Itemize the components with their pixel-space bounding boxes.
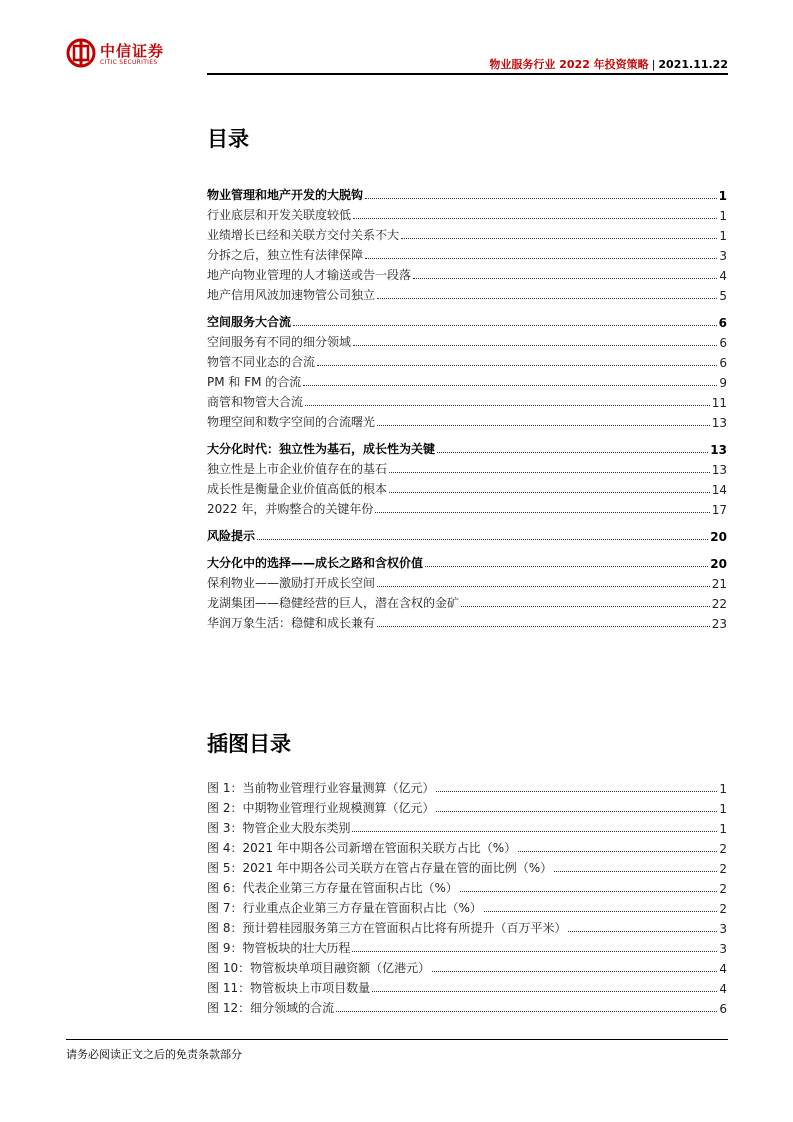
toc-entry-page: 17 [711,503,727,517]
toc-entry-text: PM 和 FM 的合流 [207,375,302,389]
figure-entry[interactable] [207,876,727,896]
figure-entry[interactable] [207,996,727,1016]
figure-entry-page: 1 [719,782,727,796]
toc-entry-page: 6 [719,356,727,370]
toc-entry[interactable] [207,370,727,390]
toc-entry[interactable] [207,390,727,410]
figure-entry[interactable] [207,796,727,816]
dot-leader [425,566,708,567]
toc-entry[interactable] [207,203,727,223]
toc-entry-page: 13 [711,463,727,477]
toc-entry[interactable] [207,350,727,370]
toc-entry-page: 1 [719,209,727,223]
dot-leader [437,452,708,453]
toc-entry-text: 分拆之后，独立性有法律保障 [207,248,364,262]
footer-disclaimer: 请务必阅读正文之后的免责条款部分 [66,1048,242,1061]
figure-entry[interactable] [207,976,727,996]
dot-leader [305,405,710,406]
toc-entry-text: 龙湖集团——稳健经营的巨人，潜在含权的金矿 [207,596,460,610]
dot-leader [413,278,717,279]
figure-entry-page: 6 [719,1002,727,1016]
figure-entry-text: 图 11：物管板块上市项目数量 [207,981,371,995]
toc-entry[interactable] [207,263,727,283]
dot-leader [461,606,710,607]
toc-entry-page: 6 [719,336,727,350]
dot-leader [484,911,718,912]
toc-entry-text: 业绩增长已经和关联方交付关系不大 [207,228,400,242]
dot-leader [377,425,710,426]
logo-english-name: CITIC SECURITIES [100,59,158,66]
toc-entry-text: 大分化时代：独立性为基石，成长性为关键 [207,442,436,456]
dot-leader [317,365,717,366]
toc-entry[interactable] [207,611,727,631]
table-of-contents [207,183,727,631]
toc-entry-text: 2022 年，并购整合的关键年份 [207,502,374,516]
toc-entry-page: 4 [719,269,727,283]
dot-leader [257,539,708,540]
dot-leader [401,238,717,239]
toc-entry-text: 地产向物业管理的人才输送或告一段落 [207,268,412,282]
figure-entry-text: 图 9：物管板块的壮大历程 [207,941,351,955]
dot-leader [389,492,710,493]
figure-entry[interactable] [207,856,727,876]
toc-entry-page: 22 [711,597,727,611]
dot-leader [352,951,717,952]
toc-entry-page: 5 [719,289,727,303]
report-title: 物业服务行业 2022 年投资策略 [489,58,649,71]
toc-entry-page: 11 [711,396,727,410]
figure-entry[interactable] [207,816,727,836]
toc-entry-page: 23 [711,617,727,631]
figure-entry-page: 2 [719,902,727,916]
toc-entry[interactable] [207,477,727,497]
dot-leader [554,871,717,872]
figure-entry-text: 图 4：2021 年中期各公司新增在管面积关联方占比（%） [207,841,517,855]
dot-leader [303,385,717,386]
dot-leader [377,626,710,627]
figure-entry-text: 图 10：物管板块单项目融资额（亿港元） [207,961,431,975]
toc-entry-text: 空间服务有不同的细分领域 [207,335,352,349]
toc-entry-page: 13 [710,443,727,457]
toc-entry-text: 大分化中的选择——成长之路和含权价值 [207,556,424,570]
figure-entry-text: 图 8：预计碧桂园服务第三方在管面积占比将有所提升（百万平米） [207,921,567,935]
toc-entry-text: 成长性是衡量企业价值高低的根本 [207,482,388,496]
dot-leader [436,791,717,792]
figure-entry-text: 图 1：当前物业管理行业容量测算（亿元） [207,781,435,795]
toc-entry-text: 物业管理和地产开发的大脱钩 [207,188,364,202]
toc-entry[interactable] [207,223,727,243]
figure-entry-page: 3 [719,942,727,956]
dot-leader [372,991,717,992]
dot-leader [518,851,717,852]
toc-entry[interactable] [207,243,727,263]
dot-leader [460,891,718,892]
dot-leader [352,831,717,832]
dot-leader [377,298,717,299]
toc-entry[interactable] [207,330,727,350]
toc-entry-page: 6 [718,316,727,330]
toc-entry[interactable] [207,457,727,477]
toc-entry[interactable] [207,437,727,457]
citic-logo-icon [66,38,96,68]
figure-entry-text: 图 3：物管企业大股东类别 [207,821,351,835]
toc-entry-page: 20 [710,557,727,571]
figures-title: 插图目录 [207,732,291,756]
dot-leader [389,472,710,473]
toc-entry-text: 地产信用风波加速物管公司独立 [207,288,376,302]
figure-entry-page: 2 [719,882,727,896]
toc-entry-page: 20 [710,530,727,544]
figure-entry-text: 图 2：中期物业管理行业规模测算（亿元） [207,801,435,815]
figure-entry[interactable] [207,936,727,956]
dot-leader [353,345,717,346]
toc-entry-text: 商管和物管大合流 [207,395,304,409]
toc-entry-text: 行业底层和开发关联度较低 [207,208,352,222]
dot-leader [293,325,717,326]
citic-logo [66,38,176,72]
toc-entry[interactable] [207,571,727,591]
figure-entry[interactable] [207,896,727,916]
figure-entry[interactable] [207,956,727,976]
page-header [0,0,793,80]
dot-leader [365,198,717,199]
figure-entry[interactable] [207,916,727,936]
dot-leader [365,258,717,259]
toc-entry-page: 9 [719,376,727,390]
toc-entry-text: 空间服务大合流 [207,315,292,329]
figure-entry-page: 1 [719,802,727,816]
dot-leader [377,586,710,587]
dot-leader [568,931,717,932]
toc-entry-text: 华润万象生活：稳健和成长兼有 [207,616,376,630]
toc-entry-text: 独立性是上市企业价值存在的基石 [207,462,388,476]
toc-entry[interactable] [207,524,727,544]
figure-entry-text: 图 7：行业重点企业第三方存量在管面积占比（%） [207,901,482,915]
toc-entry-page: 3 [719,249,727,263]
toc-entry[interactable] [207,310,727,330]
figure-entry-page: 4 [719,982,727,996]
figure-entry-page: 2 [719,862,727,876]
footer-divider [66,1039,728,1040]
dot-leader [375,512,709,513]
figure-entry-page: 2 [719,842,727,856]
toc-entry-page: 1 [718,189,727,203]
figure-entry[interactable] [207,836,727,856]
header-divider [207,73,728,75]
report-date: 2021.11.22 [658,58,728,71]
toc-entry-text: 风险提示 [207,529,256,543]
list-of-figures [207,776,727,1016]
toc-entry-page: 1 [719,229,727,243]
toc-entry-text: 保利物业——激励打开成长空间 [207,576,376,590]
toc-entry-text: 物管不同业态的合流 [207,355,316,369]
dot-leader [432,971,717,972]
header-separator: | [651,58,656,71]
figure-entry-text: 图 12：细分领域的合流 [207,1001,335,1015]
toc-title: 目录 [207,127,249,151]
toc-entry[interactable] [207,183,727,203]
toc-entry[interactable] [207,591,727,611]
figure-entry-text: 图 5：2021 年中期各公司关联方在管占存量在管的面比例（%） [207,861,553,875]
toc-entry-text: 物理空间和数字空间的合流曙光 [207,415,376,429]
report-header-info [489,56,728,72]
toc-entry[interactable] [207,410,727,430]
figure-entry-page: 3 [719,922,727,936]
toc-entry[interactable] [207,283,727,303]
toc-entry[interactable] [207,551,727,571]
toc-entry[interactable] [207,497,727,517]
dot-leader [353,218,717,219]
dot-leader [336,1011,717,1012]
figure-entry-page: 4 [719,962,727,976]
toc-entry-page: 13 [711,416,727,430]
toc-entry-page: 14 [711,483,727,497]
figure-entry-text: 图 6：代表企业第三方存量在管面积占比（%） [207,881,458,895]
figure-entry-page: 1 [719,822,727,836]
figure-entry[interactable] [207,776,727,796]
dot-leader [436,811,717,812]
logo-chinese-name: 中信证券 [100,42,165,60]
toc-entry-page: 21 [711,577,727,591]
